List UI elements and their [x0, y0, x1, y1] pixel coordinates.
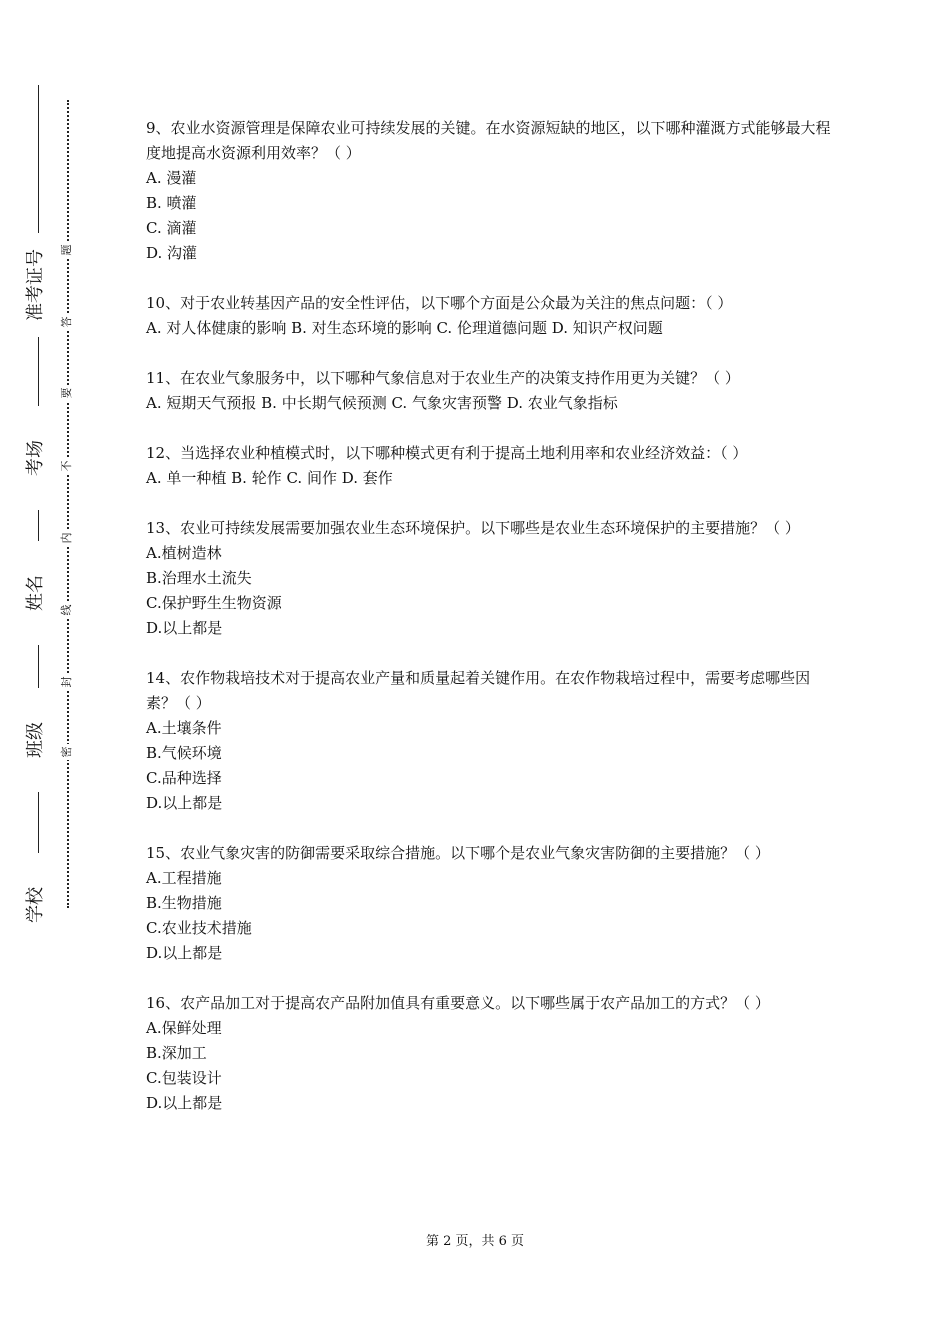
question-14	[146, 666, 836, 816]
question-stem: 13、农业可持续发展需要加强农业生态环境保护。以下哪些是农业生态环境保护的主要措施？（ ）	[146, 519, 800, 537]
question-stem: 15、农业气象灾害的防御需要采取综合措施。以下哪个是农业气象灾害防御的主要措施？（ ）	[146, 844, 770, 862]
question-stem: 12、当选择农业种植模式时，以下哪种模式更有利于提高土地利用率和农业经济效益：（ ）	[146, 444, 748, 462]
options-inline: A. 对人体健康的影响 B. 对生态环境的影响 C. 伦理道德问题 D. 知识产权问题	[146, 319, 663, 337]
option-b: B.生物措施	[146, 894, 222, 912]
seal-dotted-line	[67, 100, 69, 908]
option-a: A.工程措施	[146, 869, 222, 887]
options-inline: A. 短期天气预报 B. 中长期气候预测 C. 气象灾害预警 D. 农业气象指标	[146, 394, 618, 412]
question-10	[146, 291, 836, 341]
page-number: 第 2 页，共 6 页	[425, 1234, 525, 1249]
question-stem: 9、农业水资源管理是保障农业可持续发展的关键。在水资源短缺的地区，以下哪种灌溉方式能够最大程度地提高水资源利用效率？（ ）	[146, 119, 831, 162]
question-11	[146, 366, 836, 416]
question-12	[146, 441, 836, 491]
binding-margin: 准考证号 考场 姓名 班级 学校 题 答 要 不 内 线 封 密	[0, 0, 120, 1344]
option-a: A. 漫灌	[146, 169, 197, 187]
option-c: C. 滴灌	[146, 219, 197, 237]
option-c: C.农业技术措施	[146, 919, 252, 937]
option-b: B. 喷灌	[146, 194, 197, 212]
option-c: C.保护野生生物资源	[146, 594, 282, 612]
option-c: C.品种选择	[146, 769, 222, 787]
question-13	[146, 516, 836, 641]
option-d: D.以上都是	[146, 794, 223, 812]
question-stem: 11、在农业气象服务中，以下哪种气象信息对于农业生产的决策支持作用更为关键？（ ）	[146, 369, 740, 387]
options-inline: A. 单一种植 B. 轮作 C. 间作 D. 套作	[146, 469, 393, 487]
question-16	[146, 991, 836, 1116]
option-a: A.保鲜处理	[146, 1019, 222, 1037]
option-c: C.包装设计	[146, 1069, 222, 1087]
option-d: D.以上都是	[146, 944, 223, 962]
option-d: D.以上都是	[146, 1094, 223, 1112]
question-9	[146, 116, 836, 266]
question-list	[146, 116, 836, 1141]
question-stem: 14、农作物栽培技术对于提高农业产量和质量起着关键作用。在农作物栽培过程中，需要考虑哪些因素？（ ）	[146, 669, 811, 712]
question-stem: 16、农产品加工对于提高农产品附加值具有重要意义。以下哪些属于农产品加工的方式？（ ）	[146, 994, 770, 1012]
option-a: A.植树造林	[146, 544, 222, 562]
option-d: D.以上都是	[146, 619, 223, 637]
question-15	[146, 841, 836, 966]
question-stem: 10、对于农业转基因产品的安全性评估，以下哪个方面是公众最为关注的焦点问题：（ ）	[146, 294, 733, 312]
option-b: B.深加工	[146, 1044, 207, 1062]
option-b: B.治理水土流失	[146, 569, 252, 587]
option-a: A.土壤条件	[146, 719, 222, 737]
option-d: D. 沟灌	[146, 244, 198, 262]
option-b: B.气候环境	[146, 744, 222, 762]
